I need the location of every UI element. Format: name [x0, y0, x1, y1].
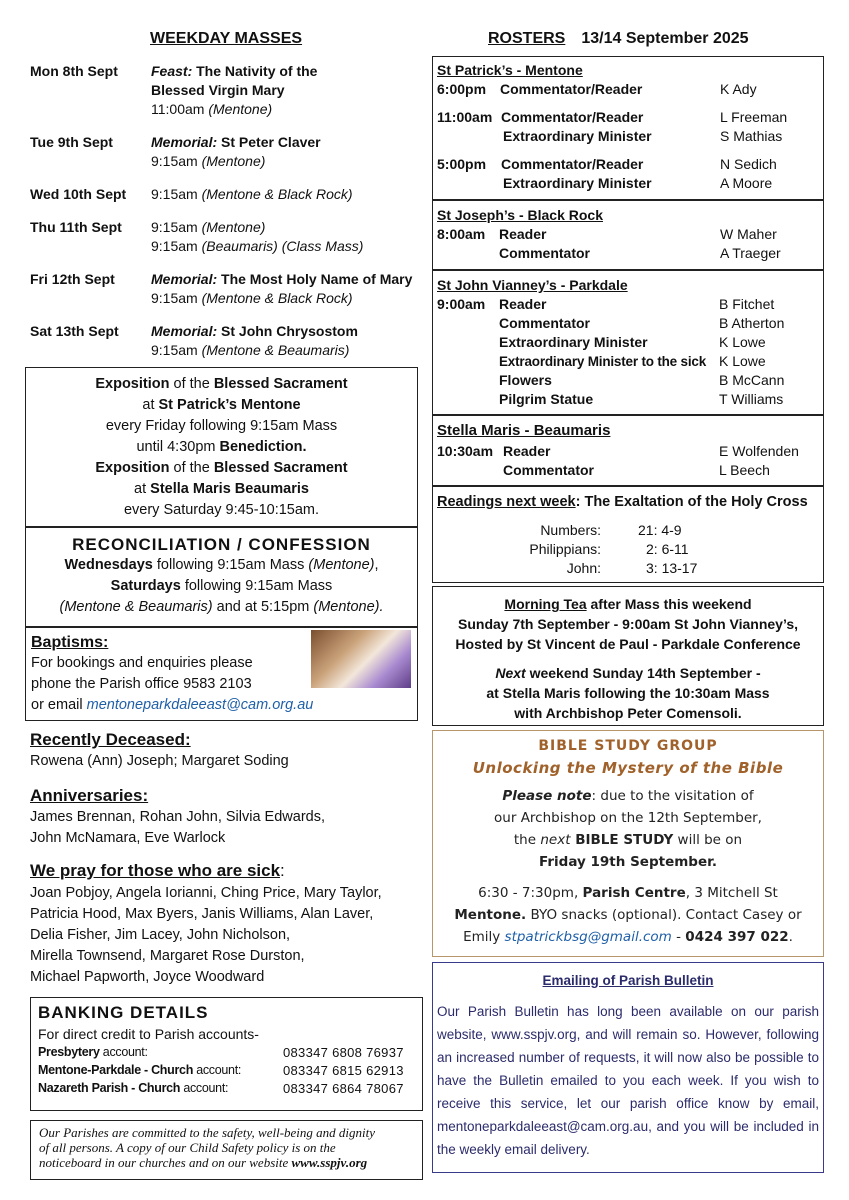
roster-role: Commentator/Reader: [501, 156, 644, 172]
mass-time: 9:15am: [151, 186, 202, 202]
bible-text: -: [671, 929, 686, 945]
safety-text: Our Parishes are committed to the safety, well-being and dignity: [39, 1125, 376, 1140]
emailing-body: Our Parish Bulletin has long been available on our parish website, www.sspjv.org, and will remain so. However, following an increased number of requests, it will now also be possible to have the Bulletin emailed to you each week. If you wish to receive this service, let our parish office know by email, mentoneparkdaleeast@cam.org.au, and you will be included in the weekly email delivery.: [437, 1004, 819, 1157]
baptisms-text: or email: [31, 697, 87, 713]
mass-details: [151, 322, 358, 360]
bible-study-box: [432, 730, 824, 957]
roster-church-name: Stella Maris - Beaumaris: [437, 422, 611, 439]
expo-text: at: [134, 481, 151, 497]
mass-time: 9:15am: [151, 238, 202, 254]
sick-names: Michael Papworth, Joyce Woodward: [30, 969, 265, 985]
bank-account-label: account:: [180, 1081, 229, 1095]
mass-day: Tue 9th Sept: [30, 134, 113, 150]
expo-text: of the: [169, 460, 214, 476]
mass-location: (Beaumaris) (Class Mass): [201, 238, 364, 254]
mass-location: (Mentone): [201, 219, 266, 235]
morning-tea-text: Hosted by St Vincent de Paul - Parkdale Conference: [455, 636, 801, 652]
expo-text: Benediction.: [219, 439, 307, 455]
memorial-label: Memorial:: [151, 323, 218, 339]
feast-label: Feast:: [151, 63, 193, 79]
bank-account-label: account:: [193, 1063, 242, 1077]
roster-church-name: St John Vianney’s - Parkdale: [437, 277, 628, 293]
mass-time: 9:15am: [151, 219, 202, 235]
recon-text: and at 5:15pm: [212, 599, 314, 615]
bible-text: , 3 Mitchell St: [685, 885, 778, 901]
banking-intro: For direct credit to Parish accounts-: [38, 1026, 259, 1042]
mass-day: Thu 11th Sept: [30, 219, 122, 235]
safety-notice: [30, 1120, 423, 1180]
mass-location: (Mentone): [201, 153, 266, 169]
rosters-title: ROSTERS: [488, 30, 566, 47]
feast-name: The Nativity of the: [192, 63, 318, 79]
mass-details: [151, 270, 412, 308]
roster-person: B Fitchet: [719, 296, 775, 312]
roster-person: K Lowe: [719, 334, 766, 350]
bible-text: BYO snacks (optional). Contact Casey or: [526, 907, 802, 923]
morning-tea-text: at Stella Maris following the 10:30am Mass: [486, 685, 770, 701]
roster-church-name: St Joseph’s - Black Rock: [437, 207, 603, 223]
readings-heading: [437, 493, 808, 512]
bank-account-name: Nazareth Parish - Church: [38, 1081, 181, 1095]
expo-text: Blessed Sacrament: [213, 376, 348, 392]
rosters-date: 13/14 September 2025: [581, 30, 749, 47]
expo-text: every Saturday 9:45-10:15am.: [123, 502, 320, 518]
bank-account-number: 083347 6808 76937: [283, 1045, 404, 1060]
roster-divider: [433, 269, 823, 271]
roster-role: Reader: [499, 226, 547, 242]
mass-details: [151, 185, 353, 204]
bank-row: [38, 1063, 422, 1081]
anniversaries-names: James Brennan, Rohan John, Silvia Edwards,: [30, 809, 325, 825]
roster-time: 6:00pm: [437, 81, 487, 97]
baptisms-text: phone the Parish office 9583 2103: [31, 676, 252, 692]
bible-phone: 0424 397 022: [685, 929, 789, 945]
roster-box: [432, 56, 824, 583]
roster-time: 5:00pm: [437, 156, 487, 172]
roster-person: S Mathias: [720, 128, 783, 144]
roster-role: Commentator: [503, 462, 595, 478]
roster-person: A Traeger: [720, 245, 781, 261]
roster-person: W Maher: [720, 226, 777, 242]
bible-email-link[interactable]: stpatrickbsg@gmail.com: [504, 929, 672, 945]
roster-time: 9:00am: [437, 296, 486, 312]
expo-text: Exposition: [95, 460, 170, 476]
rosters-heading: [488, 30, 749, 48]
morning-tea-box: [432, 586, 824, 726]
roster-divider: [433, 199, 823, 201]
readings-label: Readings next week: [437, 494, 576, 510]
reading-book: Numbers:: [540, 522, 601, 538]
roster-role: Pilgrim Statue: [499, 391, 594, 407]
memorial-name: St Peter Claver: [217, 134, 321, 150]
parish-email-link[interactable]: mentoneparkdaleeast@cam.org.au: [86, 697, 314, 713]
bible-study-heading: BIBLE STUDY GROUP: [538, 738, 718, 754]
expo-text: Exposition: [95, 376, 170, 392]
sick-names: Delia Fisher, Jim Lacey, John Nicholson,: [30, 927, 291, 943]
bible-date: Friday 19th September.: [539, 854, 717, 870]
expo-text: at: [142, 397, 159, 413]
safety-text: of all persons. A copy of our Child Safety policy is on the: [39, 1140, 336, 1155]
bible-text: : due to the visitation of: [591, 788, 754, 804]
roster-person: T Williams: [719, 391, 784, 407]
baptisms-heading: Baptisms:: [31, 634, 109, 651]
memorial-label: Memorial:: [151, 271, 218, 287]
roster-person: B McCann: [719, 372, 785, 388]
reading-ref: 3: 13-17: [646, 560, 698, 576]
roster-time: 8:00am: [437, 226, 486, 242]
baptisms-text: For bookings and enquiries please: [31, 655, 253, 671]
expo-text: Blessed Sacrament: [213, 460, 348, 476]
bible-text: Please note: [502, 788, 592, 804]
mass-day: Sat 13th Sept: [30, 323, 119, 339]
sick-section: [30, 860, 420, 988]
mass-location: (Mentone & Beaumaris): [201, 342, 350, 358]
bible-text: Parish Centre: [582, 885, 686, 901]
mass-location: (Mentone): [208, 101, 273, 117]
bible-text: will be on: [673, 832, 743, 848]
morning-tea-text: with Archbishop Peter Comensoli.: [514, 705, 742, 721]
sick-names: Joan Pobjoy, Angela Iorianni, Ching Price, Mary Taylor,: [30, 885, 382, 901]
expo-text: St Patrick’s Mentone: [158, 397, 301, 413]
recon-text: following 9:15am Mass: [152, 557, 309, 573]
roster-person: L Beech: [719, 462, 770, 478]
roster-person: K Ady: [720, 81, 757, 97]
bible-text: BIBLE STUDY: [570, 832, 674, 848]
mass-location: (Mentone & Black Rock): [201, 290, 353, 306]
recon-text: ,: [374, 557, 379, 573]
feast-name-cont: Blessed Virgin Mary: [151, 82, 285, 98]
morning-tea-text: Next: [495, 665, 526, 681]
mass-time: 9:15am: [151, 342, 202, 358]
bank-account-name: Presbytery: [38, 1045, 100, 1059]
bank-row: [38, 1045, 422, 1063]
reading-ref: 2: 6-11: [646, 541, 689, 557]
reading-book: Philippians:: [529, 541, 601, 557]
banking-box: [30, 997, 423, 1111]
anniversaries-section: [30, 785, 420, 849]
reading-ref: 21: 4-9: [638, 522, 682, 538]
recon-text: (Mentone): [308, 557, 375, 573]
roster-role: Commentator/Reader: [500, 81, 643, 97]
roster-person: N Sedich: [720, 156, 777, 172]
reconciliation-box: [25, 527, 418, 627]
morning-tea-text: Sunday 7th September - 9:00am St John Vianney’s,: [458, 616, 798, 632]
bible-text: our Archbishop on the 12th September,: [494, 810, 762, 826]
roster-role: Extraordinary Minister to the sick: [499, 354, 707, 369]
mass-day: Mon 8th Sept: [30, 63, 118, 79]
baptisms-box: [25, 627, 418, 721]
deceased-heading: Recently Deceased:: [30, 730, 191, 749]
bank-account-number: 083347 6815 62913: [283, 1063, 404, 1078]
bible-text: the: [513, 832, 541, 848]
expo-text: every Friday following 9:15am Mass: [105, 418, 338, 434]
memorial-label: Memorial:: [151, 134, 218, 150]
morning-tea-text: weekend Sunday 14th September -: [525, 665, 761, 681]
expo-text: until 4:30pm: [136, 439, 220, 455]
banking-heading: BANKING DETAILS: [38, 1003, 209, 1022]
mass-day: Fri 12th Sept: [30, 271, 115, 287]
bank-account-label: account:: [99, 1045, 148, 1059]
mass-details: [151, 133, 321, 171]
bible-text: next: [540, 832, 571, 848]
deceased-names: Rowena (Ann) Joseph; Margaret Soding: [30, 753, 289, 769]
roster-role: Extraordinary Minister: [503, 175, 652, 191]
emailing-box: [432, 962, 824, 1173]
sick-names: Mirella Townsend, Margaret Rose Durston,: [30, 948, 305, 964]
bank-row: [38, 1081, 422, 1099]
readings-feast: : The Exaltation of the Holy Cross: [575, 494, 808, 510]
expo-text: Stella Maris Beaumaris: [150, 481, 309, 497]
recon-text: Wednesdays: [64, 557, 153, 573]
exposition-box: [25, 367, 418, 527]
reading-book: John:: [566, 560, 601, 576]
recon-text: following 9:15am Mass: [180, 578, 333, 594]
roster-church-name: St Patrick’s - Mentone: [437, 62, 583, 78]
emailing-heading: Emailing of Parish Bulletin: [542, 973, 714, 988]
morning-tea-text: after Mass this weekend: [586, 596, 752, 612]
morning-tea-label: Morning Tea: [504, 596, 587, 612]
bible-text: Emily: [463, 929, 505, 945]
sick-names: Patricia Hood, Max Byers, Janis Williams, Alan Laver,: [30, 906, 374, 922]
roster-role: Flowers: [499, 372, 552, 388]
expo-text: of the: [169, 376, 214, 392]
roster-person: K Lowe: [719, 353, 766, 369]
bible-text: Mentone.: [454, 907, 527, 923]
anniversaries-heading: Anniversaries:: [30, 786, 149, 805]
recon-text: (Mentone & Beaumaris): [59, 599, 213, 615]
reconciliation-heading: RECONCILIATION / CONFESSION: [72, 535, 371, 554]
roster-role: Reader: [503, 443, 551, 459]
memorial-name: The Most Holy Name of Mary: [217, 271, 413, 287]
mass-details: [151, 218, 363, 256]
memorial-name: St John Chrysostom: [217, 323, 358, 339]
bible-text: 6:30 - 7:30pm,: [478, 885, 583, 901]
bank-account-number: 083347 6864 78067: [283, 1081, 404, 1096]
mass-day: Wed 10th Sept: [30, 186, 127, 202]
roster-person: A Moore: [720, 175, 773, 191]
roster-divider: [433, 414, 823, 416]
bible-study-subtitle: Unlocking the Mystery of the Bible: [472, 759, 784, 777]
mass-details: [151, 62, 317, 119]
roster-divider: [433, 485, 823, 487]
recon-text: (Mentone).: [313, 599, 384, 615]
roster-person: E Wolfenden: [719, 443, 799, 459]
roster-role: Commentator: [499, 245, 591, 261]
roster-time: 11:00am: [437, 109, 493, 125]
mass-time: 9:15am: [151, 290, 202, 306]
roster-person: B Atherton: [719, 315, 785, 331]
roster-person: L Freeman: [720, 109, 788, 125]
roster-role: Extraordinary Minister: [499, 334, 648, 350]
roster-role: Commentator/Reader: [501, 109, 644, 125]
roster-role: Extraordinary Minister: [503, 128, 652, 144]
recon-text: Saturdays: [110, 578, 181, 594]
website-link[interactable]: www.sspjv.org: [291, 1155, 368, 1170]
bible-text: .: [788, 929, 793, 945]
sick-colon: :: [280, 861, 285, 880]
mass-time: 9:15am: [151, 153, 202, 169]
mass-location: (Mentone & Black Rock): [201, 186, 353, 202]
mass-time: 11:00am: [151, 101, 209, 117]
roster-time: 10:30am: [437, 443, 494, 459]
roster-role: Reader: [499, 296, 547, 312]
roster-role: Commentator: [499, 315, 591, 331]
deceased-section: [30, 729, 420, 772]
weekday-masses-heading: WEEKDAY MASSES: [150, 30, 303, 47]
anniversaries-names: John McNamara, Eve Warlock: [30, 830, 226, 846]
sick-heading: We pray for those who are sick: [30, 861, 281, 880]
safety-text: noticeboard in our churches and on our website: [39, 1155, 292, 1170]
baptism-photo: [311, 630, 411, 688]
bank-account-name: Mentone-Parkdale - Church: [38, 1063, 194, 1077]
